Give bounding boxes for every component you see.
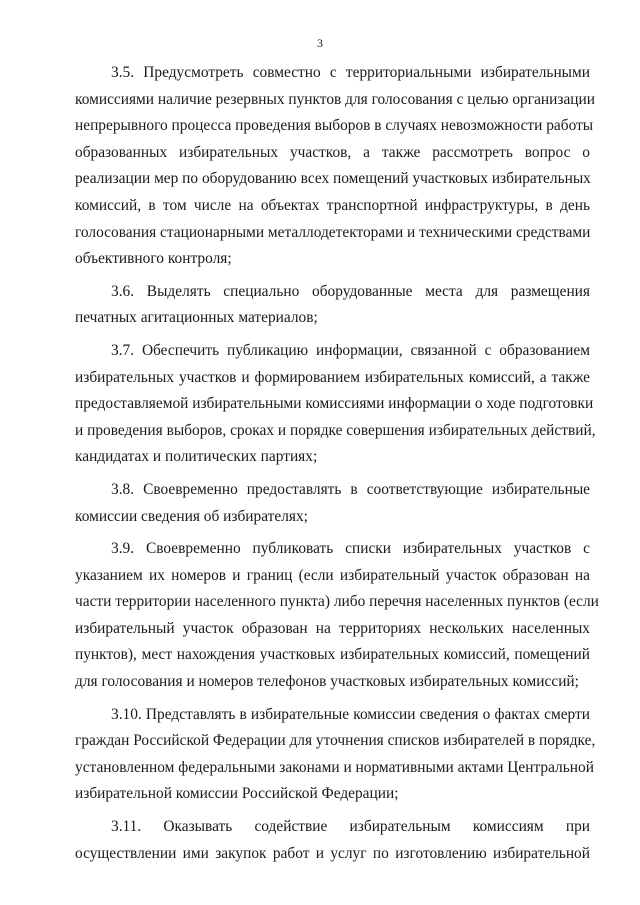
text-line: для голосования и номеров телефонов участковых избирательных комиссий; bbox=[75, 673, 579, 691]
text-line: избирательный участок образован на территориях нескольких населенных bbox=[75, 619, 590, 637]
text-line: 3.9. Своевременно публиковать списки избирательных участков с bbox=[111, 540, 590, 558]
text-line: избирательной комиссии Российской Федерации; bbox=[75, 785, 399, 803]
text-line: избирательных участков и формированием избирательных комиссий, а также bbox=[75, 368, 590, 386]
text-line: 3.10. Представлять в избирательные комиссии сведения о фактах смерти bbox=[111, 705, 590, 723]
page-number: 3 bbox=[317, 36, 323, 50]
paragraph-2 bbox=[75, 279, 590, 332]
paragraph-7 bbox=[75, 814, 590, 867]
text-line: установленном федеральными законами и нормативными актами Центральной bbox=[75, 758, 594, 776]
text-line: непрерывного процесса проведения выборов в случаях невозможности работы bbox=[75, 117, 594, 135]
paragraph-5 bbox=[75, 536, 599, 696]
text-line: печатных агитационных материалов; bbox=[75, 309, 318, 327]
text-line: реализации мер по оборудованию всех помещений участковых избирательных bbox=[75, 170, 591, 188]
text-line: комиссий, в том числе на объектах транспортной инфраструктуры, в день bbox=[75, 196, 590, 214]
paragraph-3 bbox=[75, 338, 596, 471]
text-line: 3.11. Оказывать содействие избирательным комиссиям при bbox=[111, 818, 590, 836]
text-line: кандидатах и политических партиях; bbox=[75, 448, 318, 466]
text-line: объективного контроля; bbox=[75, 250, 232, 268]
text-line: образованных избирательных участков, а также рассмотреть вопрос о bbox=[75, 143, 590, 161]
text-line: и проведения выборов, сроках и порядке совершения избирательных действий, bbox=[75, 421, 596, 439]
text-line: пунктов), мест нахождения участковых избирательных комиссий, помещений bbox=[75, 646, 590, 664]
text-line: 3.7. Обеспечить публикацию информации, связанной с образованием bbox=[111, 341, 590, 359]
paragraph-1 bbox=[75, 60, 595, 273]
text-line: 3.6. Выделять специально оборудованные места для размещения bbox=[111, 282, 590, 300]
paragraph-6 bbox=[75, 702, 596, 808]
text-line: комиссии сведения об избирателях; bbox=[75, 507, 308, 525]
text-line: осуществлении ими закупок работ и услуг по изготовлению избирательной bbox=[75, 844, 590, 862]
text-line: предоставляемой избирательными комиссиями информации о ходе подготовки bbox=[75, 395, 594, 413]
text-line: части территории населенного пункта) либо перечня населенных пунктов (если bbox=[75, 593, 599, 611]
text-line: граждан Российской Федерации для уточнения списков избирателей в порядке, bbox=[75, 732, 596, 750]
text-line: комиссиями наличие резервных пунктов для голосования с целью организации bbox=[75, 90, 595, 108]
document-body bbox=[75, 60, 599, 873]
paragraph-4 bbox=[75, 477, 590, 530]
text-line: указанием их номеров и границ (если избирательный участок образован на bbox=[75, 566, 590, 584]
text-line: 3.5. Предусмотреть совместно с территориальными избирательными bbox=[111, 64, 590, 81]
text-line: 3.8. Своевременно предоставлять в соответствующие избирательные bbox=[111, 480, 590, 498]
text-line: голосования стационарными металлодетекторами и техническими средствами bbox=[75, 223, 591, 241]
